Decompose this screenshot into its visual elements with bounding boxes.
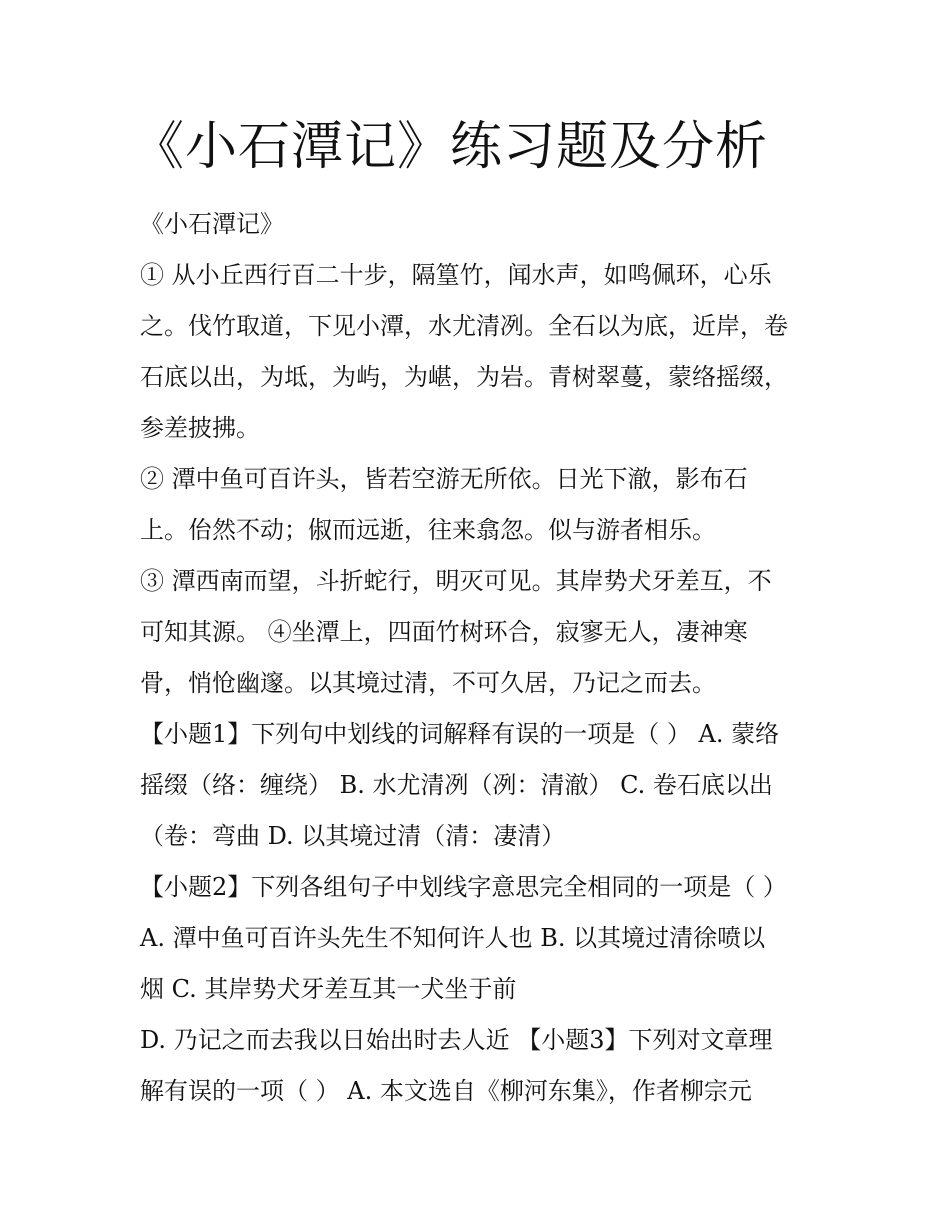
text-line: ② 潭中鱼可百许头，皆若空游无所依。日光下澈，影布石 bbox=[140, 465, 748, 493]
question-line: 烟 C. 其岸势犬牙差互其一犬坐于前 bbox=[140, 975, 517, 1003]
question-line: 解有误的一项（ ） A. 本文选自《柳河东集》，作者柳宗元 bbox=[140, 1077, 752, 1105]
text-line: ③ 潭西南而望，斗折蛇行，明灭可见。其岸势犬牙差互，不 bbox=[140, 567, 772, 595]
text-line: 《小石潭记》 bbox=[140, 210, 284, 238]
text-line: 参差披拂。 bbox=[140, 414, 260, 442]
question-line: 【小题1】下列句中划线的词解释有误的一项是（ ） A. 蒙络 bbox=[140, 720, 780, 748]
question-line: D. 乃记之而去我以日始出时去人近 【小题3】下列对文章理 bbox=[140, 1026, 773, 1054]
question-line: A. 潭中鱼可百许头先生不知何许人也 B. 以其境过清徐喷以 bbox=[140, 924, 766, 952]
text-line: 石底以出，为坻，为屿，为嵁，为岩。青树翠蔓，蒙络摇缀， bbox=[140, 363, 788, 391]
document-body bbox=[140, 204, 840, 1122]
question-line: 【小题2】下列各组句子中划线字意思完全相同的一项是（ ） bbox=[140, 873, 787, 901]
text-line: 骨，悄怆幽邃。以其境过清，不可久居，乃记之而去。 bbox=[140, 669, 716, 697]
text-line: 上。佁然不动；俶而远逝，往来翕忽。似与游者相乐。 bbox=[140, 516, 716, 544]
text-line: 可知其源。 ④坐潭上，四面竹树环合，寂寥无人，凄神寒 bbox=[140, 618, 748, 646]
document-title: 《小石潭记》练习题及分析 bbox=[131, 117, 768, 177]
text-line: 之。伐竹取道，下见小潭，水尤清冽。全石以为底，近岸，卷 bbox=[140, 312, 788, 340]
question-line: （卷：弯曲 D. 以其境过清（清：凄清） bbox=[140, 822, 566, 850]
question-line: 摇缀（络：缠绕） B. 水尤清冽（冽：清澈） C. 卷石底以出 bbox=[140, 771, 773, 799]
text-line: ① 从小丘西行百二十步，隔篁竹，闻水声，如鸣佩环，心乐 bbox=[140, 261, 772, 289]
